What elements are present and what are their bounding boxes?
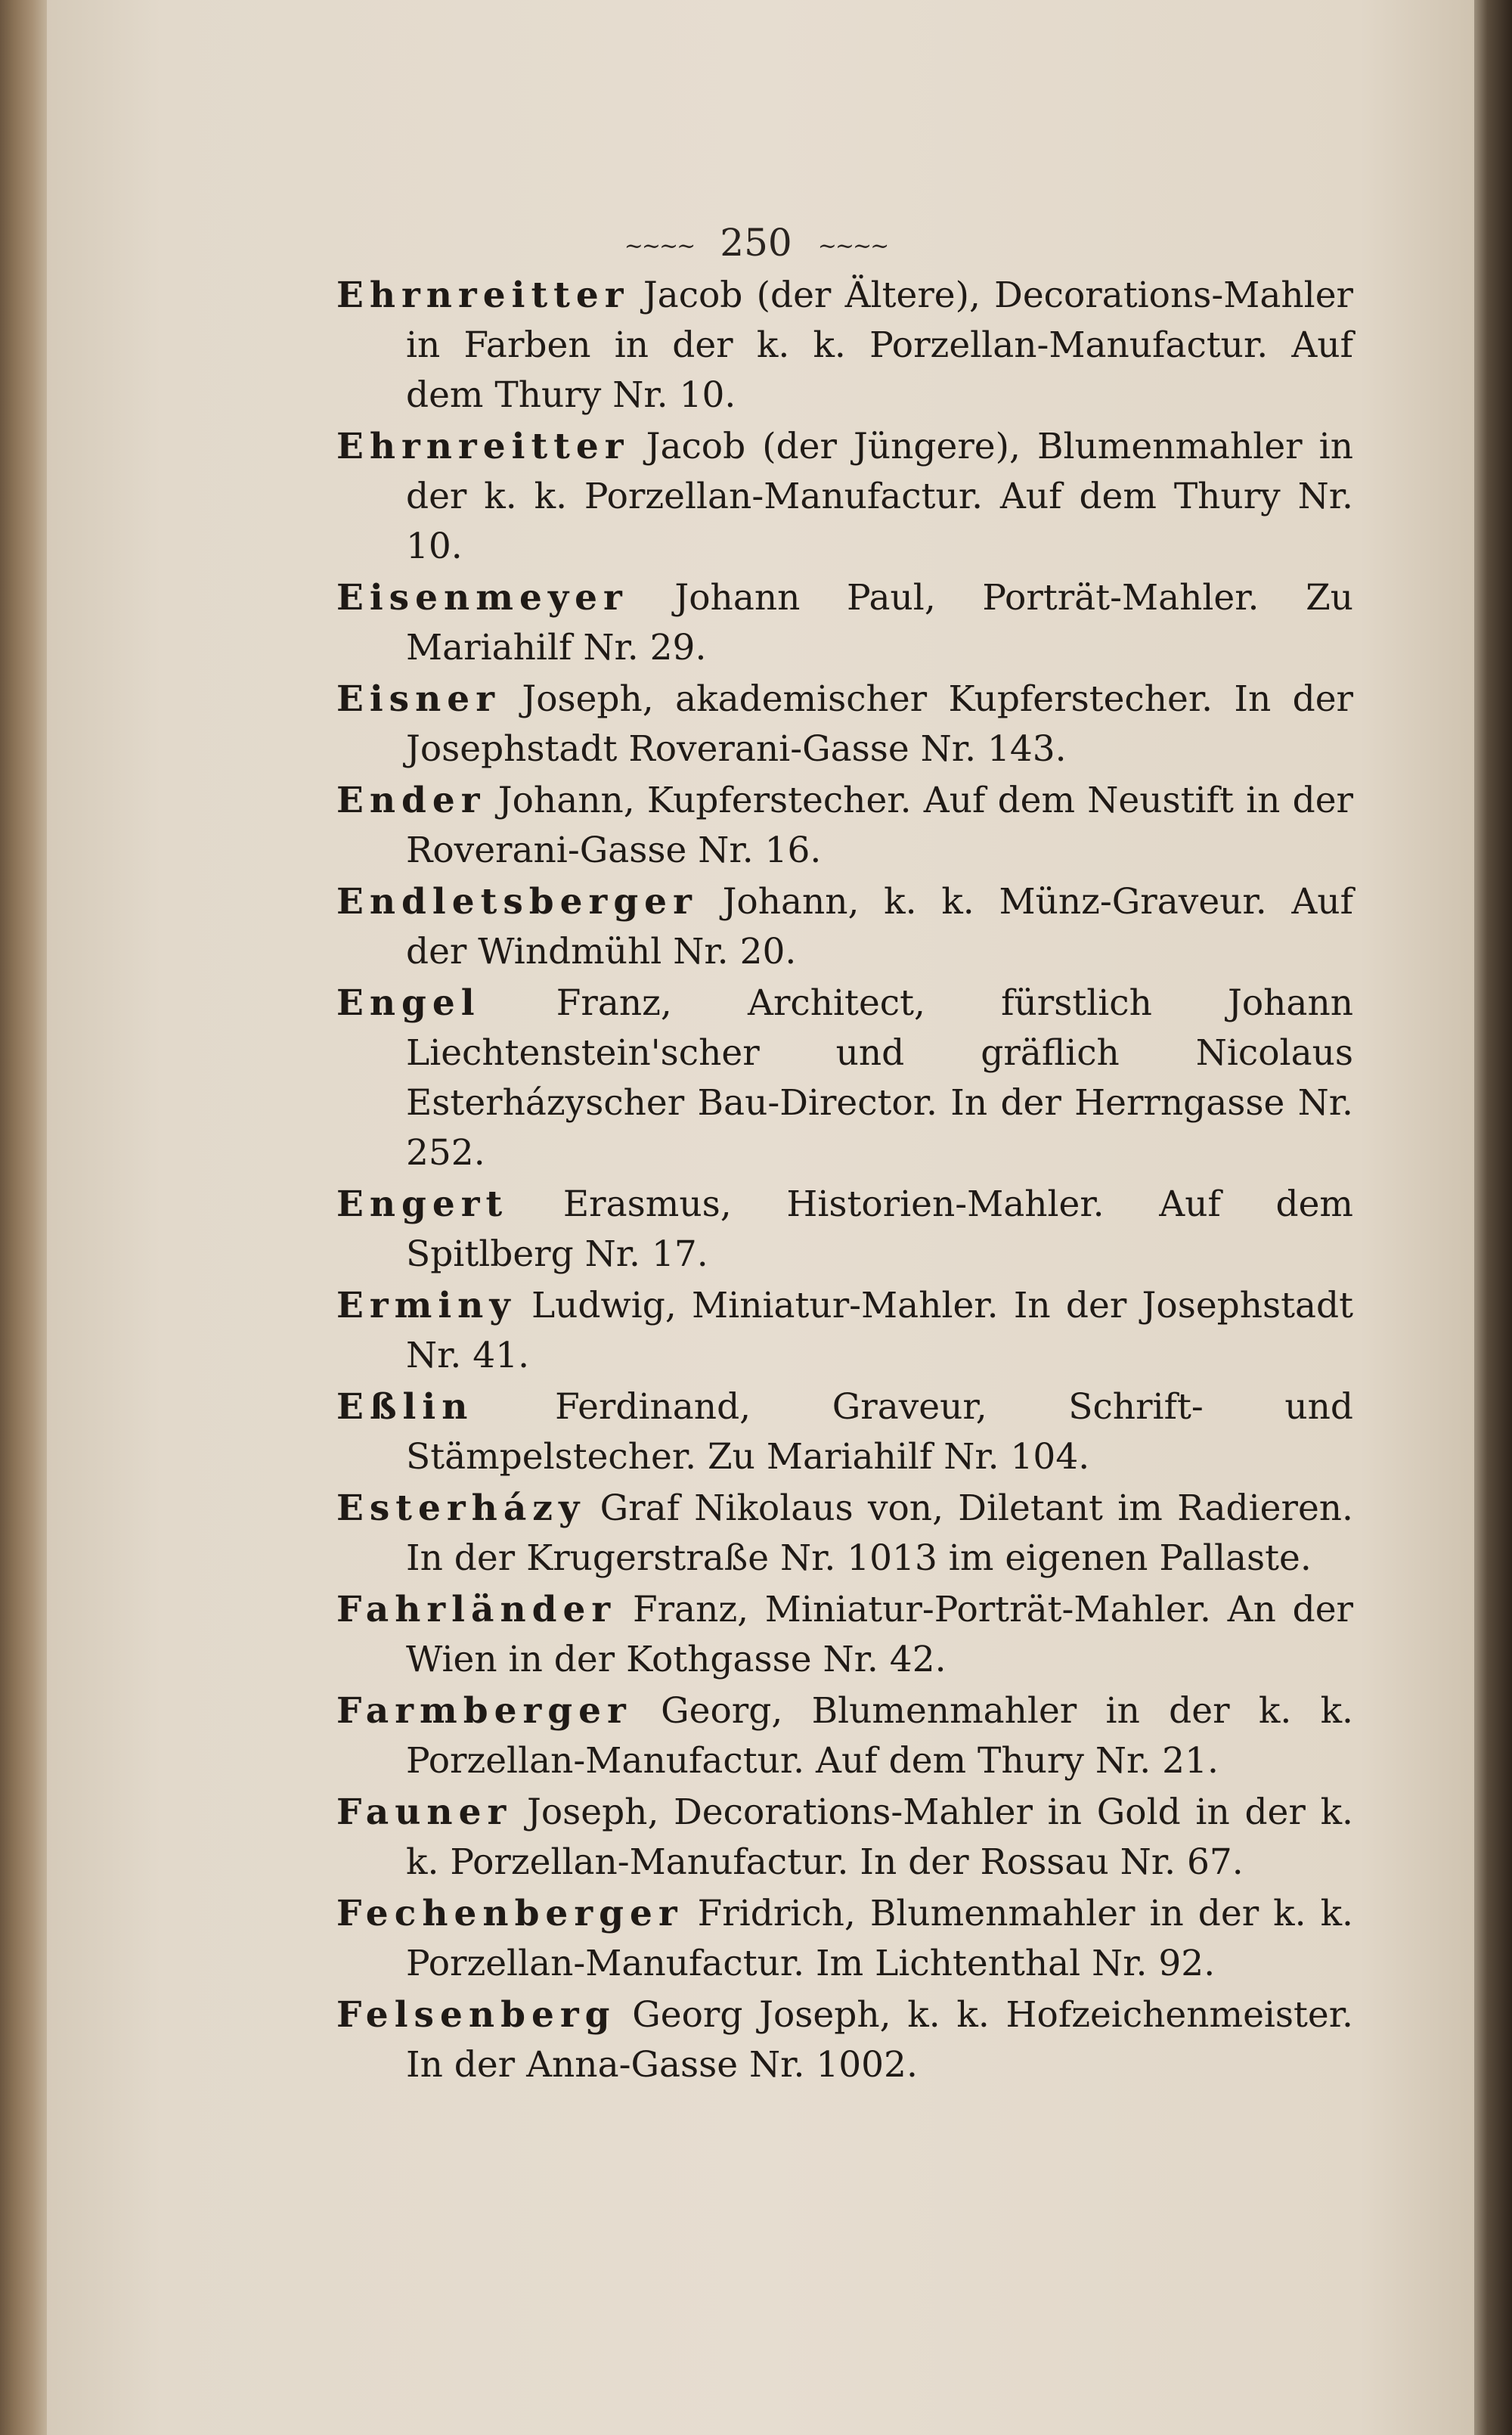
directory-entry	[336, 1686, 1353, 1786]
entry-surname: Esterházy	[336, 1487, 586, 1529]
entry-surname: Erminy	[336, 1285, 516, 1326]
entry-text: Graf Nikolaus von, Diletant im Radieren. In der Krugerstraße Nr. 1013 im eigenen Pallaste.	[406, 1487, 1353, 1579]
entry-surname: Felsenberg	[336, 1994, 616, 2036]
entry-surname: Eßlin	[336, 1386, 474, 1428]
directory-entry	[336, 1585, 1353, 1685]
entry-surname: Ehrnreitter	[336, 426, 630, 467]
directory-entry	[336, 1788, 1353, 1888]
entry-text: Jacob (der Ältere), Decorations-Mahler in Farben in der k. k. Porzellan-Manufactur. Auf dem Thury Nr. 10.	[406, 275, 1353, 416]
entry-text: Ferdinand, Graveur, Schrift- und Stämpelstecher. Zu Mariahilf Nr. 104.	[406, 1386, 1353, 1478]
directory-entry	[336, 877, 1353, 977]
entry-text: Erasmus, Historien-Mahler. Auf dem Spitlberg Nr. 17.	[406, 1183, 1353, 1275]
entry-surname: Endletsberger	[336, 881, 698, 923]
entry-text: Johann Paul, Porträt-Mahler. Zu Mariahilf Nr. 29.	[406, 577, 1353, 668]
entry-text: Johann, k. k. Münz-Graveur. Auf der Windmühl Nr. 20.	[406, 881, 1353, 972]
directory-entries	[336, 271, 1353, 2092]
directory-entry	[336, 1990, 1353, 2090]
entry-surname: Engel	[336, 982, 481, 1024]
directory-entry	[336, 1484, 1353, 1584]
directory-entry	[336, 271, 1353, 420]
entry-text: Georg Joseph, k. k. Hofzeichenmeister. In der Anna-Gasse Nr. 1002.	[406, 1994, 1353, 2086]
entry-surname: Engert	[336, 1183, 509, 1225]
header-ornament-right: ~~~~	[817, 232, 888, 259]
directory-entry	[336, 675, 1353, 774]
entry-surname: Eisenmeyer	[336, 577, 628, 619]
page-edge-shadow	[1474, 0, 1512, 2435]
page-header	[0, 221, 1512, 265]
entry-text: Johann, Kupferstecher. Auf dem Neustift in der Roverani-Gasse Nr. 16.	[406, 780, 1353, 871]
directory-entry	[336, 776, 1353, 876]
directory-entry	[336, 1281, 1353, 1381]
entry-surname: Fahrländer	[336, 1589, 617, 1630]
entry-text: Fridrich, Blumenmahler in der k. k. Porzellan-Manufactur. Im Lichtenthal Nr. 92.	[406, 1893, 1353, 1984]
page-number: 250	[720, 221, 792, 265]
entry-text: Joseph, Decorations-Mahler in Gold in der k. k. Porzellan-Manufactur. In der Rossau Nr. 67.	[406, 1791, 1353, 1883]
entry-surname: Farmberger	[336, 1690, 632, 1732]
directory-entry	[336, 1382, 1353, 1482]
entry-text: Franz, Architect, fürstlich Johann Liechtenstein'scher und gräflich Nicolaus Esterházyscher Bau-Director. In der Herrngasse Nr. 252.	[406, 982, 1353, 1174]
entry-surname: Fechenberger	[336, 1893, 683, 1934]
entry-text: Franz, Miniatur-Porträt-Mahler. An der Wien in der Kothgasse Nr. 42.	[406, 1589, 1353, 1680]
entry-text: Georg, Blumenmahler in der k. k. Porzellan-Manufactur. Auf dem Thury Nr. 21.	[406, 1690, 1353, 1782]
directory-entry	[336, 573, 1353, 673]
entry-surname: Eisner	[336, 678, 500, 720]
entry-text: Jacob (der Jüngere), Blumenmahler in der k. k. Porzellan-Manufactur. Auf dem Thury Nr. 10.	[406, 426, 1353, 567]
directory-entry	[336, 1889, 1353, 1989]
directory-entry	[336, 422, 1353, 572]
directory-entry	[336, 1180, 1353, 1280]
book-spine	[0, 0, 47, 2435]
entry-text: Joseph, akademischer Kupferstecher. In der Josephstadt Roverani-Gasse Nr. 143.	[406, 678, 1353, 770]
entry-surname: Ender	[336, 780, 486, 821]
entry-surname: Fauner	[336, 1791, 513, 1833]
header-ornament-left: ~~~~	[624, 232, 695, 259]
entry-surname: Ehrnreitter	[336, 275, 630, 316]
entry-text: Ludwig, Miniatur-Mahler. In der Josephstadt Nr. 41.	[406, 1285, 1353, 1376]
directory-entry	[336, 979, 1353, 1178]
